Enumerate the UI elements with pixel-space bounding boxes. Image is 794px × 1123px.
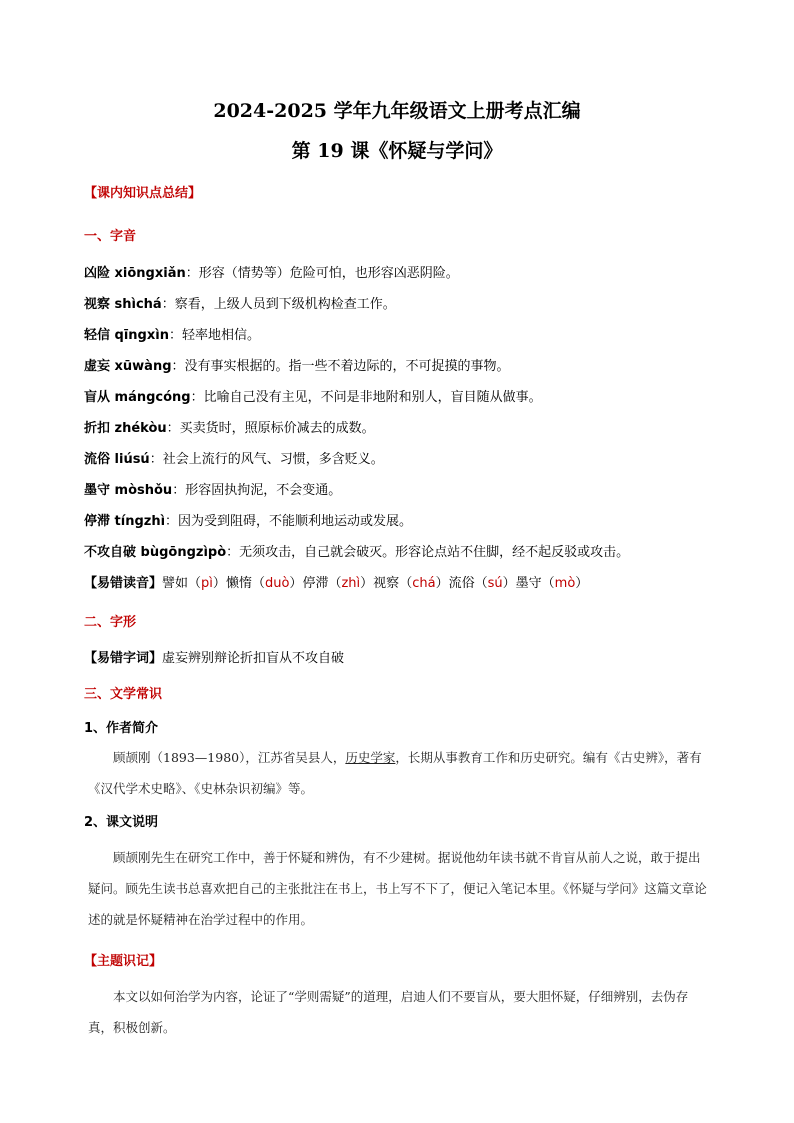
section-heading-characters: 二、字形 bbox=[84, 615, 137, 630]
vocab-term: 墨守 mòshǒu bbox=[84, 483, 173, 498]
vocab-term: 折扣 zhékòu bbox=[84, 421, 167, 436]
vocab-item bbox=[84, 417, 375, 436]
word: 懒惰 bbox=[225, 576, 252, 591]
vocab-term: 凶险 xiōngxiǎn bbox=[84, 266, 186, 281]
vocab-definition: ：买卖货时，照原标价减去的成数。 bbox=[166, 421, 375, 436]
pinyin: duò bbox=[264, 576, 290, 591]
vocab-term: 虚妄 xūwàng bbox=[84, 359, 172, 374]
word: 视察 bbox=[373, 576, 400, 591]
section-heading-pronunciation: 一、字音 bbox=[84, 229, 137, 244]
lesson-title: 第 19 课《怀疑与学问》 bbox=[291, 140, 503, 162]
vocab-definition: ：因为受到阻碍，不能顺利地运动或发展。 bbox=[165, 514, 413, 529]
vocab-definition: ：没有事实根据的。指一些不着边际的，不可捉摸的事物。 bbox=[171, 359, 510, 374]
easy-wrong-pronunciation: 【易错读音】譬如（pì）懒惰（duò）停滞（zhì）视察（chá）流俗（sú）墨守（mò） bbox=[84, 576, 589, 591]
text-notes-text: 顾颉刚先生在研究工作中，善于怀疑和辨伪，有不少建树。据说他幼年读书就不肯盲从前人之说，敢于提出疑问。顾先生读书总喜欢把自己的主张批注在书上，书上写不下了，便记入笔记本里。《怀疑与学问》这篇文章论述的就是怀疑精神在治学过程中的作用。 bbox=[88, 850, 707, 927]
pinyin: sú bbox=[487, 576, 503, 591]
author-intro-heading: 1、作者简介 bbox=[84, 721, 159, 736]
vocab-item bbox=[84, 510, 412, 529]
author-profession: 历史学家 bbox=[345, 750, 396, 765]
theme-label: 【主题识记】 bbox=[84, 954, 163, 969]
pinyin: chá bbox=[412, 576, 436, 591]
author-text-part: ，长期从事教育工作和历史研究。编有《古史辨》，著有《汉代学术史略》、《史林杂识初编》等。 bbox=[88, 750, 702, 796]
word: 譬如 bbox=[162, 576, 189, 591]
vocab-definition: ：社会上流行的风气、习惯，多含贬义。 bbox=[149, 452, 384, 467]
vocab-term: 盲从 mángcóng bbox=[84, 390, 191, 405]
pinyin: mò bbox=[554, 576, 576, 591]
vocab-definition: ：比喻自己没有主见，不问是非地附和别人，盲目随从做事。 bbox=[190, 390, 542, 405]
vocab-item bbox=[84, 448, 384, 467]
vocab-item bbox=[84, 479, 341, 498]
vocab-definition: ：轻率地相信。 bbox=[168, 328, 260, 343]
pinyin: zhì bbox=[341, 576, 361, 591]
vocab-item bbox=[84, 355, 510, 374]
easy-wrong-words-list: 虚妄辨别辩论折扣盲从不攻自破 bbox=[162, 651, 345, 666]
vocab-term: 轻信 qīngxìn bbox=[84, 328, 169, 343]
word: 流俗 bbox=[448, 576, 475, 591]
word: 墨守 bbox=[515, 576, 542, 591]
vocab-term: 不攻自破 bùgōngzìpò bbox=[84, 545, 227, 560]
easy-wrong-words-label: 【易错字词】 bbox=[84, 651, 163, 666]
vocab-term: 停滞 tíngzhì bbox=[84, 514, 166, 529]
vocab-item bbox=[84, 541, 629, 560]
vocab-term: 流俗 liúsú bbox=[84, 452, 150, 467]
word: 停滞 bbox=[302, 576, 329, 591]
author-text-part: 顾颉刚（1893—1980），江苏省吴县人， bbox=[113, 750, 346, 765]
vocab-term: 视察 shìchá bbox=[84, 297, 162, 312]
vocab-item bbox=[84, 386, 542, 405]
document-title: 2024-2025 学年九年级语文上册考点汇编 bbox=[213, 100, 581, 122]
vocab-definition: ：形容固执拘泥，不会变通。 bbox=[172, 483, 342, 498]
summary-label: 【课内知识点总结】 bbox=[84, 186, 202, 201]
section-heading-literature: 三、文学常识 bbox=[84, 687, 163, 702]
easy-wrong-words bbox=[84, 647, 344, 666]
author-intro-text bbox=[88, 742, 708, 804]
pinyin: pì bbox=[201, 576, 213, 591]
easy-wrong-label: 【易错读音】 bbox=[84, 576, 163, 591]
vocab-item bbox=[84, 324, 260, 343]
vocab-definition: ：无须攻击，自己就会破灭。形容论点站不住脚，经不起反驳或攻击。 bbox=[226, 545, 630, 560]
vocab-definition: ：察看，上级人员到下级机构检查工作。 bbox=[161, 297, 396, 312]
text-notes-heading: 2、课文说明 bbox=[84, 815, 159, 830]
vocab-item bbox=[84, 293, 396, 312]
vocab-definition: ：形容（情势等）危险可怕，也形容凶恶阴险。 bbox=[185, 266, 459, 281]
vocab-item bbox=[84, 262, 459, 281]
theme-text: 本文以如何治学为内容，论证了“学则需疑”的道理，启迪人们不要盲从，要大胆怀疑，仔细辨别，去伪存真，积极创新。 bbox=[88, 989, 689, 1035]
